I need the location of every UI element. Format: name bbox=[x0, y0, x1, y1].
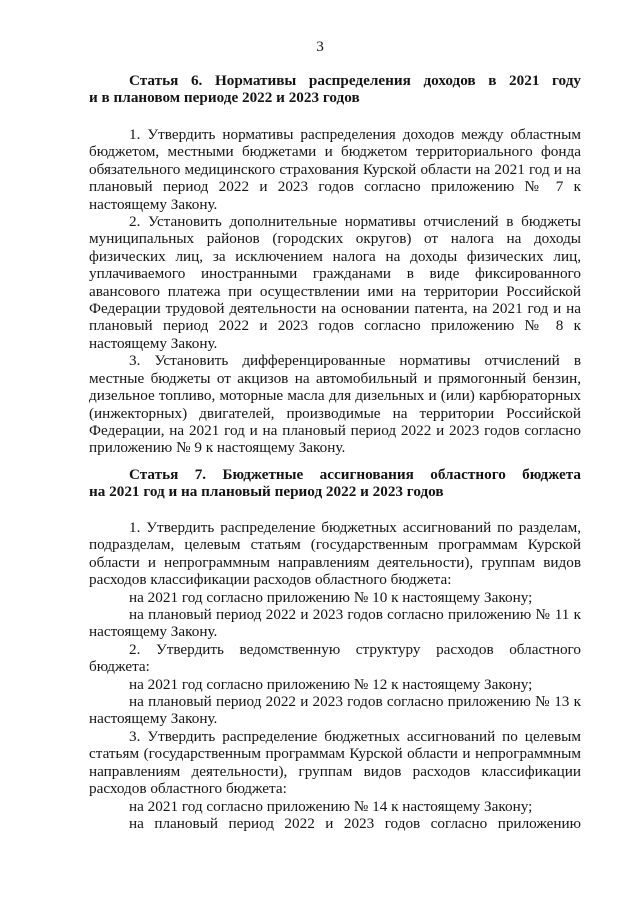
article-6-heading-line1: Статья 6. Нормативы распределения доходов в 2021 году bbox=[129, 72, 581, 89]
page-number: 3 bbox=[316, 38, 324, 55]
article-6-heading-line2: и в плановом периоде 2022 и 2023 годов bbox=[89, 89, 360, 107]
article-7-paragraph-2-item-b: на плановый период 2022 и 2023 годов согласно приложению № 13 к настоящему Закону. bbox=[89, 693, 581, 728]
article-7-heading-line1: Статья 7. Бюджетные ассигнования областного бюджета bbox=[129, 466, 581, 483]
article-6-paragraph-3: 3. Установить дифференцированные нормативы отчислений в местные бюджеты от акцизов на автомобильный и прямогонный бензин, дизельное топливо, моторные масла для дизельных и (или) карбюраторных (инжекторных) двигателей, производимые на территории Российской Федерации, на 2021 год и на плановый период 2022 и 2023 годов согласно приложению № 9 к настоящему Закону. bbox=[89, 352, 581, 457]
article-6-paragraph-2: 2. Установить дополнительные нормативы отчислений в бюджеты муниципальных районов (городских округов) от налога на доходы физических лиц, за исключением налога на доходы физических лиц, уплачиваемого иностранными гражданами в виде фиксированного авансового платежа при осуществлении ими на территории Российской Федерации трудовой деятельности на основании патента, на 2021 год и на плановый период 2022 и 2023 годов согласно приложению № 8 к настоящему Закону. bbox=[89, 213, 581, 352]
article-7-paragraph-3-item-a: на 2021 год согласно приложению № 14 к настоящему Закону; bbox=[129, 797, 533, 815]
article-7-paragraph-2-item-a: на 2021 год согласно приложению № 12 к настоящему Закону; bbox=[129, 675, 533, 693]
article-7-paragraph-1-item-a: на 2021 год согласно приложению № 10 к настоящему Закону; bbox=[129, 588, 533, 606]
article-6-body bbox=[89, 126, 581, 457]
article-7-paragraph-1-item-b: на плановый период 2022 и 2023 годов согласно приложению № 11 к настоящему Закону. bbox=[89, 606, 581, 641]
article-7-paragraph-3-item-b: на плановый период 2022 и 2023 годов согласно приложению bbox=[129, 814, 581, 832]
article-6-heading bbox=[89, 72, 581, 107]
article-7-heading bbox=[89, 466, 581, 501]
article-7-heading-line2: на 2021 год и на плановый период 2022 и 2023 годов bbox=[89, 483, 444, 501]
article-7-paragraph-3: 3. Утвердить распределение бюджетных ассигнований по целевым статьям (государственным программам Курской области и непрограммным направлениям деятельности), группам видов расходов классификации расходов областного бюджета: bbox=[89, 727, 581, 798]
article-6-paragraph-1: 1. Утвердить нормативы распределения доходов между областным бюджетом, местными бюджетами и бюджетом территориального фонда обязательного медицинского страхования Курской области на 2021 год и на плановый период 2022 и 2023 годов согласно приложению № 7 к настоящему Закону. bbox=[89, 126, 581, 213]
article-7-body bbox=[89, 519, 581, 832]
article-7-paragraph-1: 1. Утвердить распределение бюджетных ассигнований по разделам, подразделам, целевым статьям (государственным программам Курской области и непрограммным направлениям деятельности), группам видов расходов классификации расходов областного бюджета: bbox=[89, 519, 581, 589]
article-7-paragraph-2: 2. Утвердить ведомственную структуру расходов областного бюджета: bbox=[89, 640, 581, 676]
